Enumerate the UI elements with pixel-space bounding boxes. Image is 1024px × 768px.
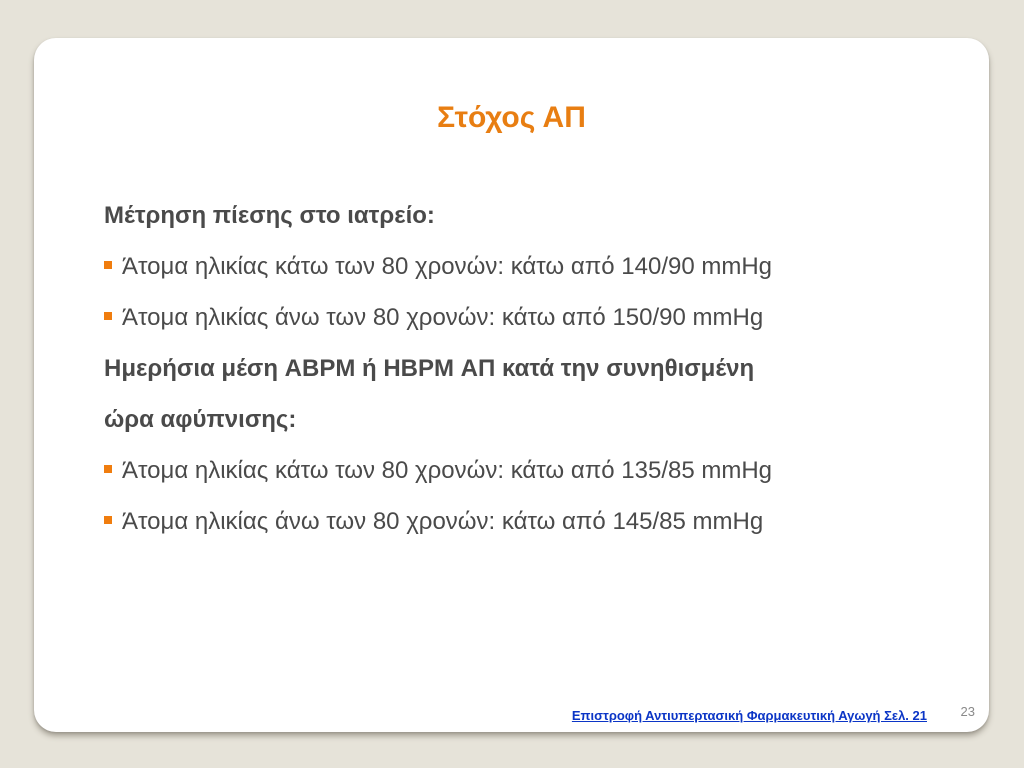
bullet-text: Άτομα ηλικίας κάτω των 80 χρονών: κάτω από 140/90 mmHg	[122, 253, 773, 280]
slide	[34, 38, 989, 732]
square-bullet-icon	[104, 516, 112, 524]
page-number: 23	[960, 704, 975, 719]
bullet-text: Άτομα ηλικίας κάτω των 80 χρονών: κάτω από 135/85 mmHg	[122, 457, 773, 484]
bullet-text: Άτομα ηλικίας άνω των 80 χρονών: κάτω από 150/90 mmHg	[122, 304, 764, 331]
slide-content	[104, 190, 964, 547]
bullet-item	[104, 292, 964, 343]
bullet-text: Άτομα ηλικίας άνω των 80 χρονών: κάτω από 145/85 mmHg	[122, 508, 764, 535]
bullet-item	[104, 241, 964, 292]
section-heading-abpm-hbpm-continued: ώρα αφύπνισης:	[104, 406, 297, 433]
section-heading-office-measurement: Μέτρηση πίεσης στο ιατρείο:	[104, 202, 435, 229]
back-to-antihypertensive-link[interactable]: Επιστροφή Αντιυπερτασική Φαρμακευτική Αγωγή Σελ. 21	[571, 708, 927, 723]
section-heading-abpm-hbpm: Ημερήσια μέση ABPM ή HBPM ΑΠ κατά την συνηθισμένη	[104, 355, 755, 382]
bullet-item	[104, 496, 964, 547]
slide-title: Στόχος ΑΠ	[437, 101, 586, 134]
bullet-item	[104, 445, 964, 496]
square-bullet-icon	[104, 465, 112, 473]
square-bullet-icon	[104, 312, 112, 320]
square-bullet-icon	[104, 261, 112, 269]
